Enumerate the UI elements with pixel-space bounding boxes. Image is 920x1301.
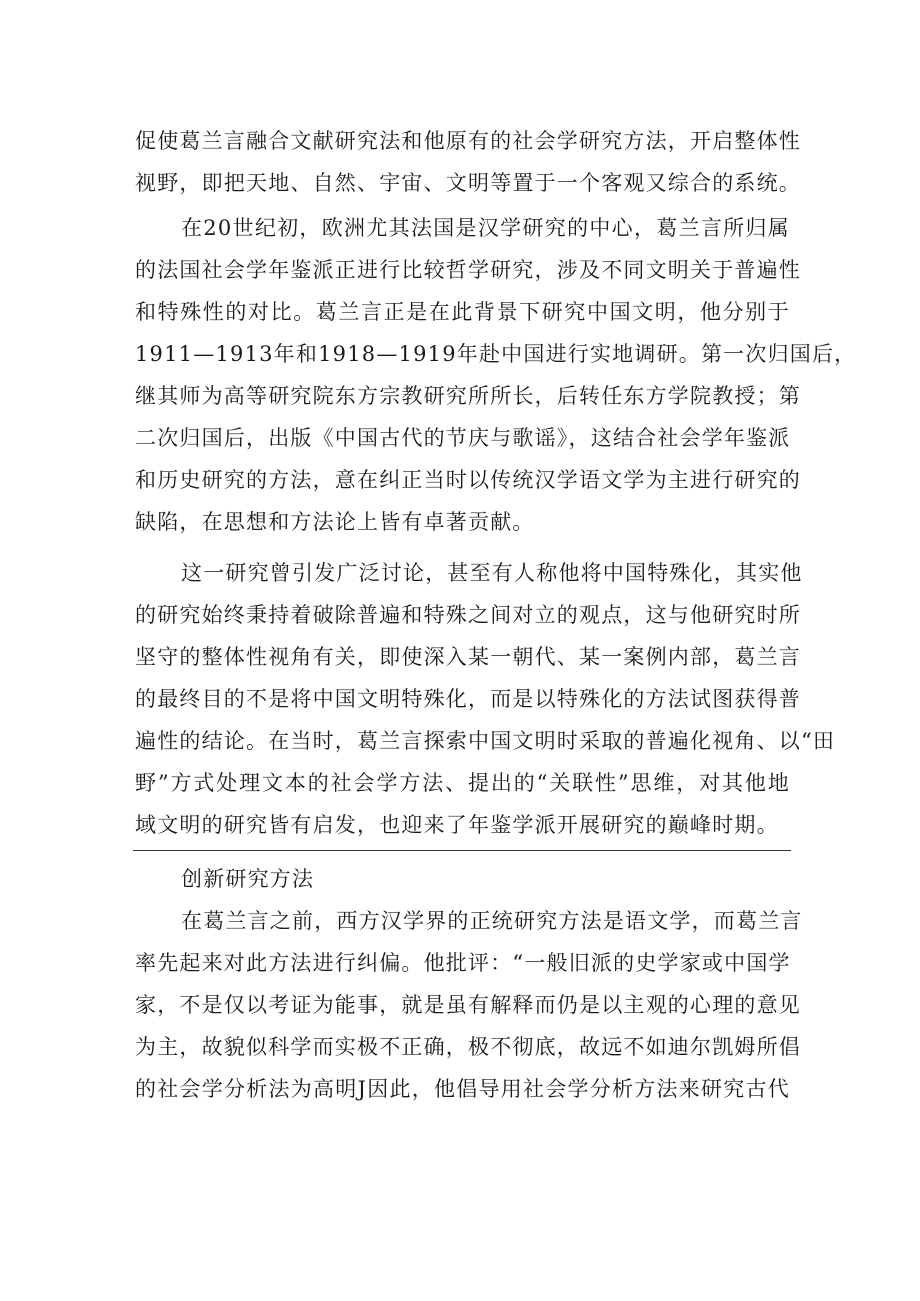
paragraph-line: 继其师为高等研究院东方宗教研究所所长，后转任东方学院教授；第 <box>135 384 801 408</box>
paragraph-4 <box>135 900 803 1110</box>
section-heading: 创新研究方法 <box>181 867 315 891</box>
paragraph-line: 的最终目的不是将中国文明特殊化，而是以特殊化的方法试图获得普 <box>135 687 801 711</box>
paragraph-line: 这一研究曾引发广泛讨论，甚至有人称他将中国特殊化，其实他 <box>181 561 803 585</box>
paragraph-line: 的法国社会学年鉴派正进行比较哲学研究，涉及不同文明关于普遍性 <box>135 258 801 282</box>
paragraph-line: 野”方式处理文本的社会学方法、提出的“关联性”思维，对其他地 <box>135 771 790 795</box>
paragraph-line: 域文明的研究皆有启发，也迎来了年鉴学派开展研究的巅峰时期。 <box>135 813 779 837</box>
paragraph-line: 坚守的整体性视角有关，即使深入某一朝代、某一案例内部，葛兰言 <box>135 645 801 669</box>
paragraph-line: 的社会学分析法为高明J因此，他倡导用社会学分析方法来研究古代 <box>135 1077 790 1101</box>
paragraph-3 <box>135 552 836 846</box>
paragraph-line: 和历史研究的方法，意在纠正当时以传统汉学语文学为主进行研究的 <box>135 468 801 492</box>
paragraph-line: 的研究始终秉持着破除普遍和特殊之间对立的观点，这与他研究时所 <box>135 603 801 627</box>
paragraph-line: 1911—1913年和1918—1919年赴中国进行实地调研。第一次归国后， <box>135 342 857 366</box>
paragraph-1 <box>135 120 801 204</box>
paragraph-line: 促使葛兰言融合文献研究法和他原有的社会学研究方法，开启整体性 <box>135 129 801 153</box>
paragraph-line: 在20世纪初，欧洲尤其法国是汉学研究的中心，葛兰言所归属 <box>181 216 790 240</box>
horizontal-divider <box>133 850 791 851</box>
paragraph-line: 在葛兰言之前，西方汉学界的正统研究方法是语文学，而葛兰言 <box>181 909 803 933</box>
section-heading-block <box>135 858 790 900</box>
paragraph-line: 二次归国后，出版《中国古代的节庆与歌谣》，这结合社会学年鉴派 <box>135 426 791 450</box>
paragraph-line: 和特殊性的对比。葛兰言正是在此背景下研究中国文明，他分别于 <box>135 300 790 324</box>
paragraph-line: 为主，故貌似科学而实极不正确，极不彻底，故远不如迪尔凯姆所倡 <box>135 1035 801 1059</box>
paragraph-line: 遍性的结论。在当时，葛兰言探索中国文明时采取的普遍化视角、以“田 <box>135 729 836 753</box>
paragraph-line: 率先起来对此方法进行纠偏。他批评：“一般旧派的史学家或中国学 <box>135 951 791 975</box>
paragraph-2 <box>135 207 857 543</box>
paragraph-line: 缺陷，在思想和方法论上皆有卓著贡献。 <box>135 510 535 534</box>
paragraph-line: 家，不是仅以考证为能事，就是虽有解释而仍是以主观的心理的意见 <box>135 993 801 1017</box>
paragraph-line: 视野，即把天地、自然、宇宙、文明等置于一个客观又综合的系统。 <box>135 171 801 195</box>
